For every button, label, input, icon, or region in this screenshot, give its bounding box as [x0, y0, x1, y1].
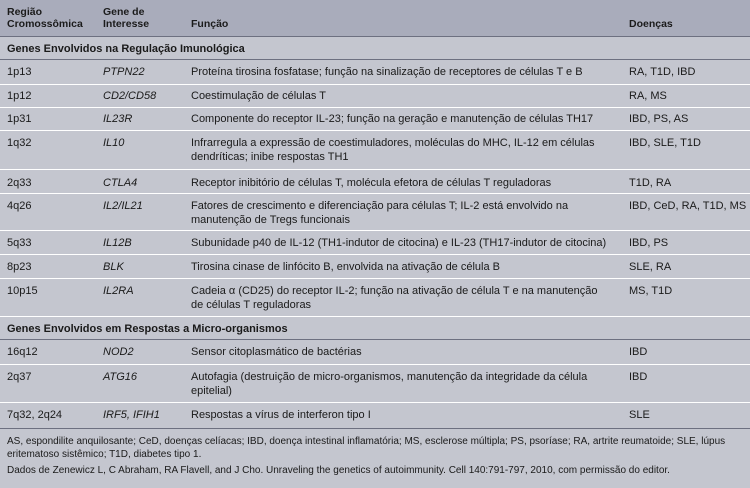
region: 2q33 — [7, 177, 32, 189]
diseases: IBD, PS, AS — [629, 113, 689, 125]
gene: NOD2 — [103, 346, 134, 358]
footnote-abbreviations: AS, espondilite anquilosante; CeD, doenças celíacas; IBD, doença intestinal inflamatória; MS, esclerose múltipla; PS, psoríase; RA, artrite reumatoide; SLE, lúpus eritematoso sistêmico; T1D, diabetes tipo 1. — [7, 436, 726, 460]
diseases: T1D, RA — [629, 177, 672, 189]
function: Tirosina cinase de linfócito B, envolvida na ativação de célula B — [191, 261, 500, 273]
header-region: Região Cromossômica — [7, 6, 83, 30]
region: 2q37 — [7, 371, 32, 383]
function: Cadeia α (CD25) do receptor IL-2; função na ativação de célula T e na manutenção de células T reguladoras — [191, 285, 598, 311]
header-diseases: Doenças — [629, 18, 673, 30]
function: Fatores de crescimento e diferenciação para células T; IL-2 está envolvido na manutenção de Tregs funcionais — [191, 200, 569, 226]
function: Autofagia (destruição de micro-organismos, manutenção da integridade da célula epitelial) — [191, 371, 588, 397]
gene: IL2RA — [103, 285, 134, 297]
function: Infrarregula a expressão de coestimuladores, moléculas do MHC, IL-12 em células dendríticas; inibe respostas TH1 — [191, 137, 595, 163]
gene: CTLA4 — [103, 177, 138, 189]
diseases: IBD — [629, 371, 648, 383]
function: Sensor citoplasmático de bactérias — [191, 346, 362, 358]
diseases: SLE, RA — [629, 261, 672, 273]
region: 1p31 — [7, 113, 32, 125]
diseases: MS, T1D — [629, 285, 673, 297]
function: Subunidade p40 de IL-12 (TH1-indutor de citocina) e IL-23 (TH17-indutor de citocina) — [191, 237, 607, 249]
region: 10p15 — [7, 285, 38, 297]
gene: IL23R — [103, 113, 133, 125]
footnote-source: Dados de Zenewicz L, C Abraham, RA Flavell, and J Cho. Unraveling the genetics of autoimmunity. Cell 140:791-797, 2010, com permissão do editor. — [7, 465, 670, 476]
region: 1q32 — [7, 137, 32, 149]
function: Proteína tirosina fosfatase; função na sinalização de receptores de células T e B — [191, 66, 583, 78]
diseases: IBD — [629, 346, 648, 358]
gene: IRF5, IFIH1 — [103, 409, 160, 421]
region: 16q12 — [7, 346, 38, 358]
diseases: RA, MS — [629, 90, 667, 102]
region: 7q32, 2q24 — [7, 409, 63, 421]
region: 4q26 — [7, 200, 32, 212]
region: 1p13 — [7, 66, 32, 78]
region: 5q33 — [7, 237, 32, 249]
diseases: IBD, SLE, T1D — [629, 137, 701, 149]
gene: ATG16 — [103, 371, 138, 383]
function: Componente do receptor IL-23; função na geração e manutenção de células TH17 — [191, 113, 594, 125]
gene: IL10 — [103, 137, 125, 149]
table-header — [0, 0, 750, 37]
header-function: Função — [191, 18, 229, 30]
function: Respostas a vírus de interferon tipo I — [191, 409, 371, 421]
gene: BLK — [103, 261, 124, 273]
function: Receptor inibitório de células T, molécula efetora de células T reguladoras — [191, 177, 552, 189]
gene-table: Região Cromossômica Gene de Interesse Função Doenças Genes Envolvidos na Regulação Imunológica 1p13 PTPN22 Proteína tirosina fosfatase; função na sinalização de receptores de células T e B RA, T1D, IBD 1p12 CD2/CD58 Coestimulação de células T RA, MS 1p31 IL23R Componente do receptor IL-23; função na geração e manutenção de células TH17 IBD, PS, AS 1q32 IL10 Infrarregula a expressão de coestimuladores, moléculas do MHC, IL-12 em células dendríticas; inibe respostas TH1 IBD, SLE, T1D 2q33 CTLA4 Receptor inibitório de células T, molécula efetora de células T reguladoras T1D, RA 4q26 IL2/IL21 Fatores de crescimento e diferenciação para células T; IL-2 está envolvido na manutenção de Tregs funcionais IBD, CeD, RA, T1D, MS 5q33 IL12B Subunidade p40 de IL-12 (TH1-indutor de citocina) e IL-23 (TH17-indutor de citocina) IBD, PS 8p23 BLK Tirosina cinase de linfócito B, envolvida na ativação de célula B SLE, RA 10p15 IL2RA Cadeia α (CD25) do receptor IL-2; função na ativação de célula T e na manutenção de células T reguladoras MS, T1D Genes Envolvidos em Respostas a Micro-organismos 16q12 NOD2 Sensor citoplasmático de bactérias IBD 2q37 ATG16 Autofagia (destruição de micro-organismos, manutenção da integridade da célula epitelial) IBD 7q32, 2q24 IRF5, IFIH1 Respostas a vírus de interferon tipo I SLE AS, espondilite anquilosante; CeD, doenças celíacas; IBD, doença intestinal inflamatória; MS, esclerose múltipla; PS, psoríase; RA, artrite reumatoide; SLE, lúpus eritematoso sistêmico; T1D, diabetes tipo 1. Dados de Zenewicz L, C Abraham, RA Flavell, and J Cho. Unraveling the genetics of autoimmunity. Cell 140:791-797, 2010, com permissão do editor. — [0, 0, 750, 488]
diseases: IBD, CeD, RA, T1D, MS — [629, 200, 747, 212]
region: 1p12 — [7, 90, 32, 102]
header-gene: Gene de Interesse — [103, 6, 150, 30]
gene: PTPN22 — [103, 66, 145, 78]
diseases: SLE — [629, 409, 650, 421]
gene: CD2/CD58 — [103, 90, 157, 102]
diseases: IBD, PS — [629, 237, 669, 249]
region: 8p23 — [7, 261, 32, 273]
gene: IL2/IL21 — [103, 200, 143, 212]
diseases: RA, T1D, IBD — [629, 66, 696, 78]
function: Coestimulação de células T — [191, 90, 326, 102]
gene: IL12B — [103, 237, 132, 249]
